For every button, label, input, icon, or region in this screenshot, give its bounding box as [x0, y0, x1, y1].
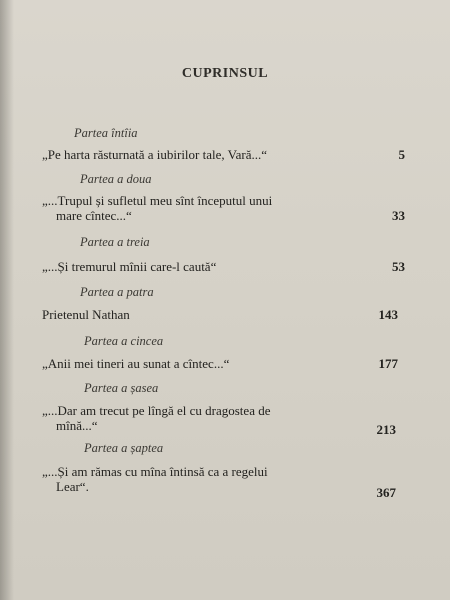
part-3-page-number: 53: [392, 259, 405, 274]
part-6-entry-line-1: „...Dar am trecut pe lîngă el cu dragostea de: [42, 403, 271, 418]
part-2-page-number: 33: [392, 208, 405, 223]
part-7-entry-line-1: „...Și am rămas cu mîna întinsă ca a regelui: [42, 464, 268, 479]
part-6-page-number: 213: [376, 422, 396, 437]
page-shadow: [0, 0, 14, 600]
part-5-entry-line-1: „Anii mei tineri au sunat a cîntec...“: [42, 356, 230, 371]
part-4-page-number: 143: [378, 307, 398, 322]
contents-heading: CUPRINSUL: [181, 66, 269, 81]
part-1-page-number: 5: [398, 147, 405, 162]
part-6-entry-line-2: mînă...“: [56, 418, 98, 433]
part-6-label: Partea a șasea: [84, 381, 159, 395]
part-5-page-number: 177: [378, 356, 398, 371]
part-2-label: Partea a doua: [80, 172, 152, 186]
part-3-label: Partea a treia: [80, 235, 150, 249]
part-2-entry-line-2: mare cîntec...“: [56, 208, 132, 223]
part-4-label: Partea a patra: [80, 285, 154, 299]
part-7-label: Partea a șaptea: [84, 441, 164, 455]
part-1-label: Partea întîia: [74, 126, 138, 140]
part-7-entry-line-2: Lear“.: [56, 479, 89, 494]
part-2-entry-line-1: „...Trupul și sufletul meu sînt începutul unui: [42, 193, 273, 208]
part-4-entry-line-1: Prietenul Nathan: [42, 307, 130, 322]
part-7-page-number: 367: [376, 485, 396, 500]
part-3-entry-line-1: „...Și tremurul mînii care-l caută“: [42, 259, 217, 274]
part-1-entry-line-1: „Pe harta răsturnată a iubirilor tale, Vară...“: [42, 147, 267, 162]
part-5-label: Partea a cincea: [84, 334, 164, 348]
